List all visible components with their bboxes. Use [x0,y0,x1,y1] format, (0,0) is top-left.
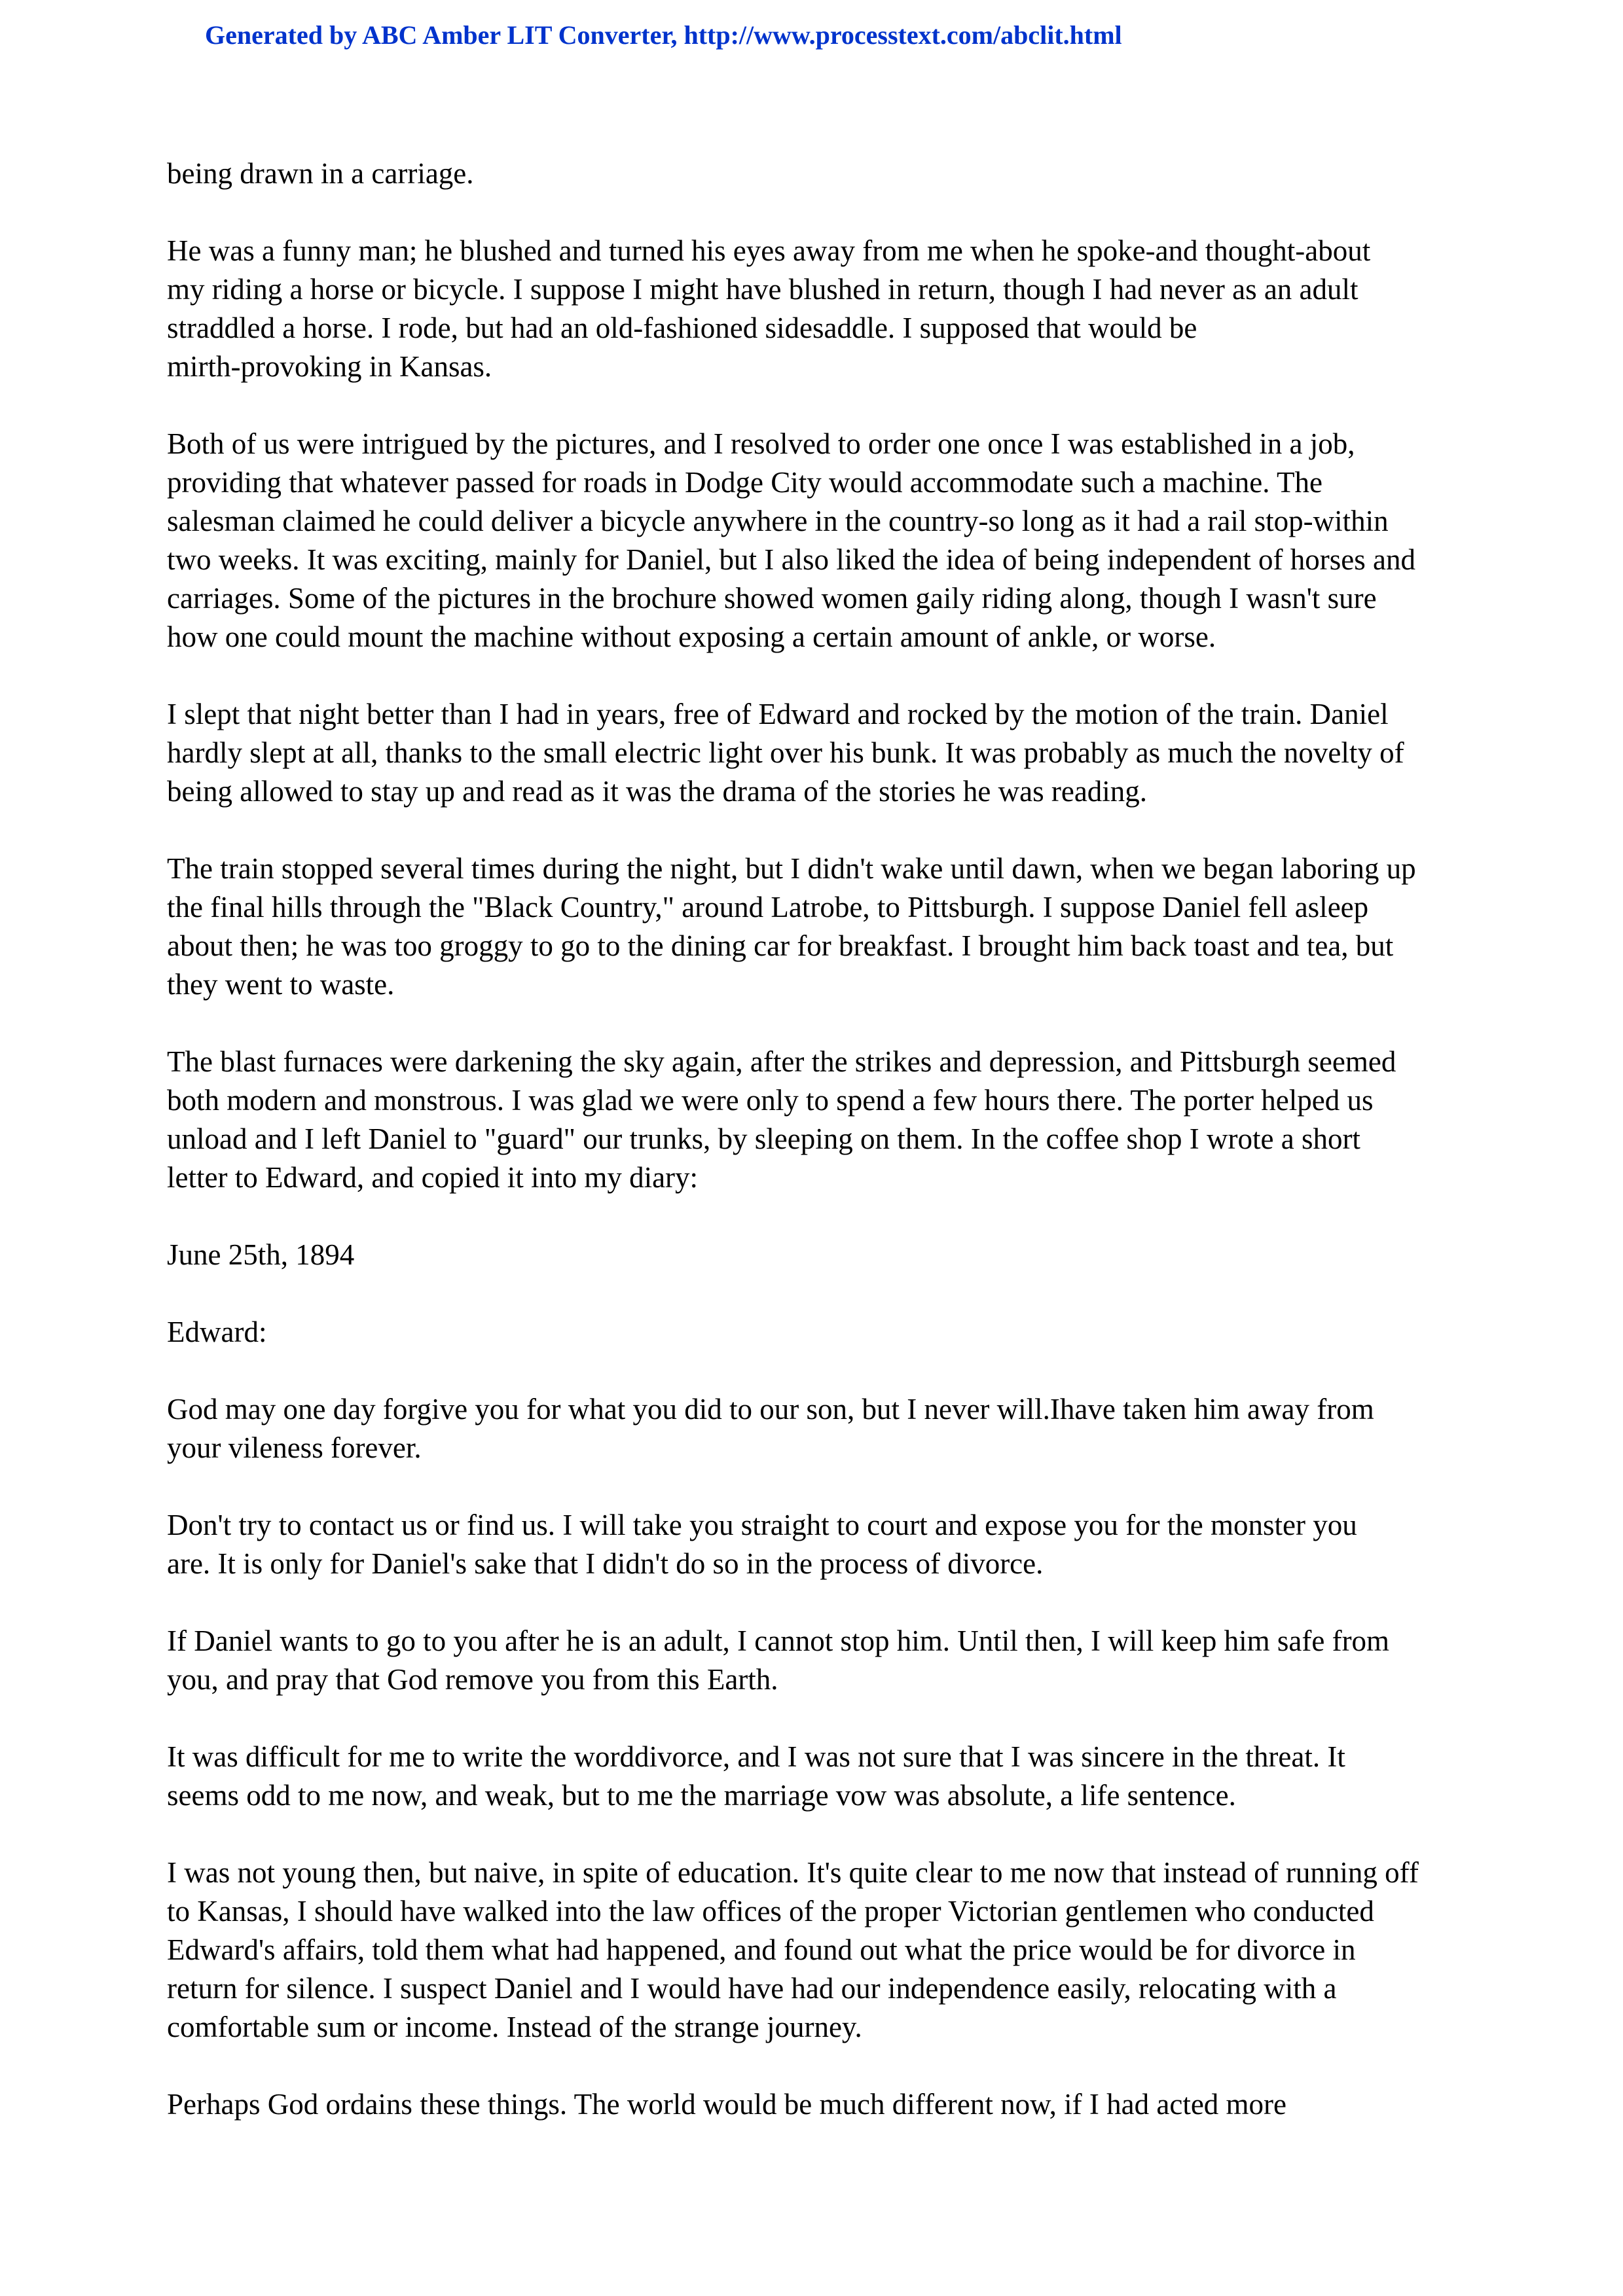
text-line: my riding a horse or bicycle. I suppose I might have blushed in return, though I had never as an adult [167,273,1359,306]
paragraph [167,232,1476,386]
text-line: both modern and monstrous. I was glad we were only to spend a few hours there. The porter helped us [167,1084,1374,1117]
text-line: Perhaps God ordains these things. The world would be much different now, if I had acted more [167,2088,1286,2121]
text-line: how one could mount the machine without exposing a certain amount of ankle, or worse. [167,620,1216,653]
text-line: being drawn in a carriage. [167,157,474,190]
text-line: The train stopped several times during the night, but I didn't wake until dawn, when we began laboring up [167,852,1416,885]
text-line: Both of us were intrigued by the pictures, and I resolved to order one once I was established in a job, [167,427,1355,460]
text-line: being allowed to stay up and read as it was the drama of the stories he was reading. [167,775,1148,808]
text-line: Don't try to contact us or find us. I will take you straight to court and expose you for the monster you [167,1509,1357,1541]
text-line: about then; he was too groggy to go to the dining car for breakfast. I brought him back toast and tea, but [167,929,1394,962]
paragraph [167,1506,1476,1583]
text-line: two weeks. It was exciting, mainly for Daniel, but I also liked the idea of being independent of horses and [167,543,1415,576]
text-line: It was difficult for me to write the worddivorce, and I was not sure that I was sincere in the threat. It [167,1740,1345,1773]
text-line: they went to waste. [167,968,395,1001]
paragraph [167,1854,1476,2047]
converter-header [205,17,1122,54]
paragraph [167,1236,1476,1274]
text-line: Edward's affairs, told them what had happened, and found out what the price would be for divorce in [167,1933,1356,1966]
text-line: salesman claimed he could deliver a bicycle anywhere in the country-so long as it had a rail stop-within [167,505,1389,537]
text-line: I was not young then, but naive, in spite of education. It's quite clear to me now that instead of running off [167,1856,1419,1889]
text-line: comfortable sum or income. Instead of the strange journey. [167,2011,862,2043]
paragraph [167,695,1476,811]
text-line: mirth-provoking in Kansas. [167,350,492,383]
text-line: letter to Edward, and copied it into my diary: [167,1161,699,1194]
text-line: are. It is only for Daniel's sake that I didn't do so in the process of divorce. [167,1547,1044,1580]
text-line: return for silence. I suspect Daniel and I would have had our independence easily, relocating with a [167,1972,1337,2005]
paragraph [167,2085,1476,2124]
paragraph [167,425,1476,656]
text-line: The blast furnaces were darkening the sky again, after the strikes and depression, and Pittsburgh seemed [167,1045,1396,1078]
converter-header-link[interactable]: Generated by ABC Amber LIT Converter, http://www.processtext.com/abclit.html [205,20,1122,50]
text-line: you, and pray that God remove you from this Earth. [167,1663,778,1696]
text-line: June 25th, 1894 [167,1238,355,1271]
paragraph [167,850,1476,1004]
text-line: straddled a horse. I rode, but had an old-fashioned sidesaddle. I supposed that would be [167,312,1197,344]
text-line: your vileness forever. [167,1431,422,1464]
text-line: carriages. Some of the pictures in the brochure showed women gaily riding along, though I wasn't sure [167,582,1377,615]
text-line: to Kansas, I should have walked into the law offices of the proper Victorian gentlemen who conducted [167,1895,1374,1928]
paragraph [167,1390,1476,1467]
paragraph [167,1738,1476,1815]
paragraph [167,1622,1476,1699]
text-line: providing that whatever passed for roads in Dodge City would accommodate such a machine. The [167,466,1322,499]
paragraph [167,1313,1476,1352]
text-line: seems odd to me now, and weak, but to me the marriage vow was absolute, a life sentence. [167,1779,1236,1812]
document-body [167,154,1476,2124]
text-line: unload and I left Daniel to "guard" our trunks, by sleeping on them. In the coffee shop I wrote a short [167,1122,1360,1155]
text-line: If Daniel wants to go to you after he is an adult, I cannot stop him. Until then, I will keep him safe from [167,1624,1390,1657]
text-line: I slept that night better than I had in years, free of Edward and rocked by the motion of the train. Daniel [167,698,1389,730]
text-line: God may one day forgive you for what you did to our son, but I never will.Ihave taken him away from [167,1393,1374,1426]
text-line: He was a funny man; he blushed and turned his eyes away from me when he spoke-and thought-about [167,234,1371,267]
text-line: the final hills through the "Black Country," around Latrobe, to Pittsburgh. I suppose Daniel fell asleep [167,891,1369,924]
text-line: Edward: [167,1316,267,1348]
paragraph [167,154,1476,193]
text-line: hardly slept at all, thanks to the small electric light over his bunk. It was probably as much the novelty of [167,736,1404,769]
paragraph [167,1043,1476,1197]
